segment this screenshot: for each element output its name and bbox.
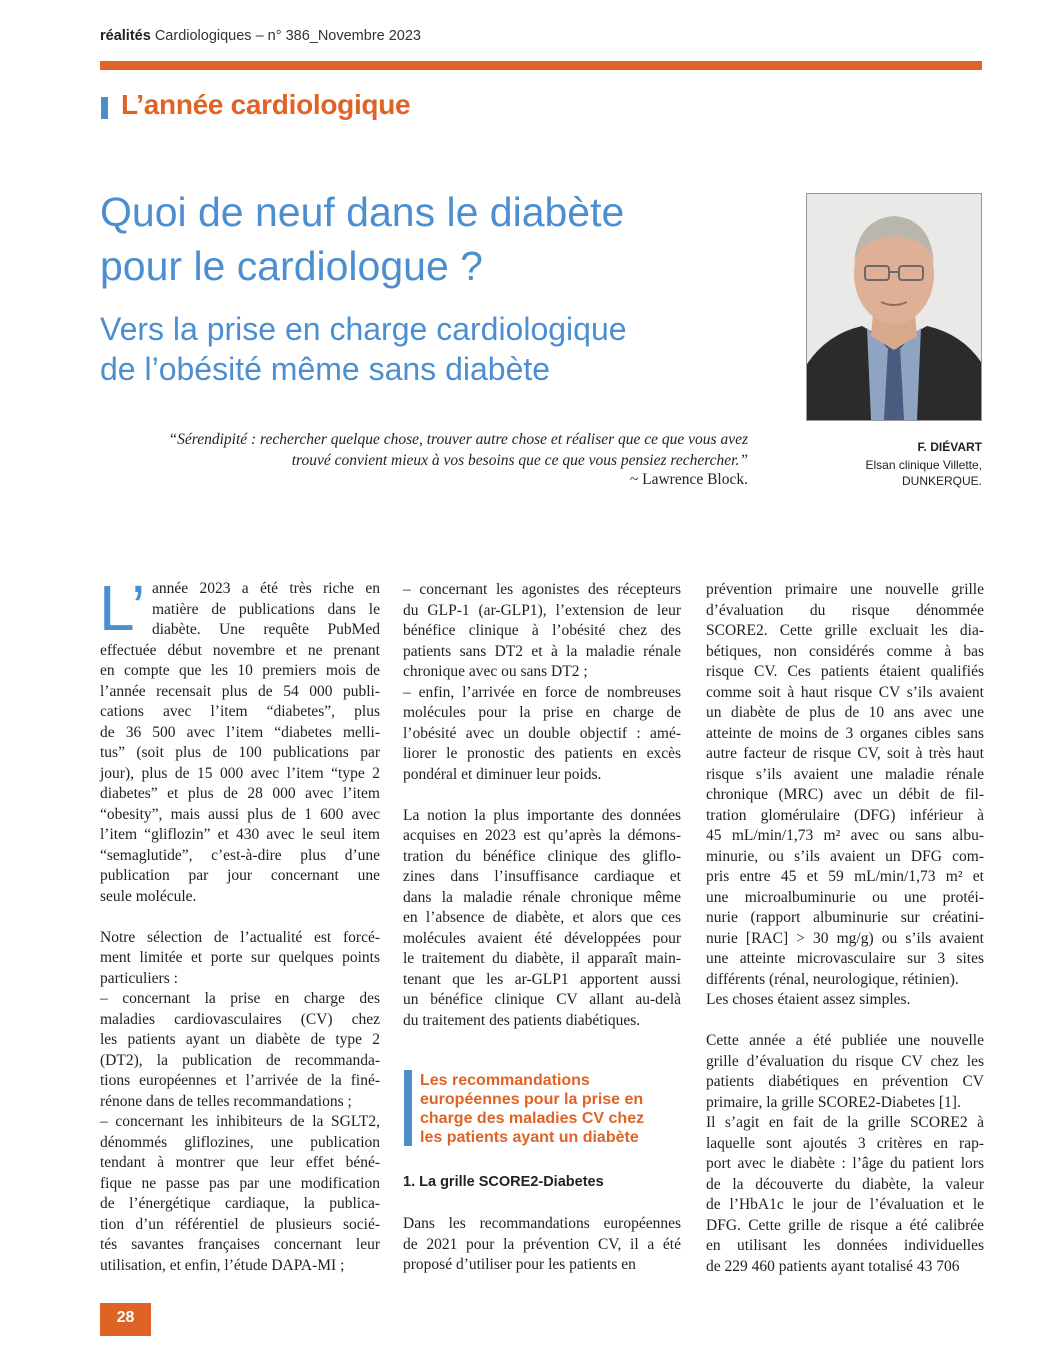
text-line: bénéfice clinique à l’obésité chez des — [403, 622, 681, 639]
text-line: dénommés gliflozines, une publication — [100, 1133, 380, 1151]
text-line: zines dans l’insuffisance cardiaque et — [403, 868, 681, 885]
paragraph-gap — [100, 907, 380, 928]
text-line: tés savantes françaises concernant leur — [100, 1236, 380, 1253]
text-line: tions européennes et l’arrivée de la finé- — [100, 1072, 380, 1089]
text-line: une atteinte microvasculaire sur 3 sites — [706, 950, 984, 967]
author-photo — [806, 193, 982, 421]
text-line: utilisation, et enfin, l’étude DAPA-MI ; — [100, 1256, 345, 1274]
text-line: différents (rénal, neurologique, rétinien). — [706, 970, 959, 988]
text-line: rénone dans de telles recommandations ; — [100, 1092, 352, 1110]
rubric-marker — [101, 97, 108, 119]
epigraph-line-1: “Sérendipité : rechercher quelque chose, trouver autre chose et réaliser que ce que vous avez — [168, 431, 748, 448]
text-line: pondéral et diminuer leur poids. — [403, 765, 602, 783]
box-title-line: européennes pour la prise en — [420, 1091, 644, 1108]
text-line: tration du bénéfice clinique des gliflo- — [403, 847, 681, 865]
text-line: un diabète de plus de 10 ans avec une — [706, 704, 984, 721]
text-line: une microalbuminurie ou une protéi- — [706, 888, 984, 906]
text-line: les patients ayant un diabète de type 2 — [100, 1031, 380, 1048]
author-portrait-image — [807, 194, 981, 420]
text-line: proposé d’utiliser pour les patients en — [403, 1256, 636, 1273]
page-number: 28 — [116, 1309, 135, 1326]
text-line: chronique avec ou sans DT2 ; — [403, 663, 588, 680]
text-line: du traitement des patients diabétiques. — [403, 1011, 641, 1029]
text-line: SCORE2. Cette grille excluait les dia- — [706, 622, 984, 639]
article-title — [100, 185, 780, 293]
text-line: Cette année a été publiée une nouvelle — [706, 1032, 984, 1049]
text-line: acquises en 2023 est qu’après la démons- — [403, 827, 681, 844]
text-line: molécules pour la prise en charge de — [403, 704, 681, 721]
text-line: de la découverte du diabète, la valeur — [706, 1175, 984, 1193]
box-title-line: les patients ayant un diabète — [420, 1129, 639, 1146]
text-line: du GLP-1 (ar-GLP1), l’extension de leur — [403, 601, 681, 619]
text-line: diabète. Une requête PubMed — [152, 621, 380, 638]
text-line: “obesity”, mais aussi plus de 1 600 avec — [100, 805, 380, 823]
text-line: l’obésité avec un double objectif : amé- — [403, 724, 681, 742]
text-line: patients sans DT2 et à la maladie rénale — [403, 642, 681, 660]
text-line: tration glomérulaire (DFG) inférieur à — [706, 806, 984, 824]
text-line: diabetes” et plus de 28 000 avec l’item — [100, 785, 380, 802]
text-line: risque CV. Ces patients étaient qualifiés — [706, 663, 984, 680]
text-line: bétiques, non considérés comme à bas — [706, 642, 984, 660]
text-line: – concernant la prise en charge des — [100, 990, 380, 1007]
text-line: autre facteur de risque CV, soit à très haut — [706, 745, 984, 762]
column-2-continued — [403, 1214, 681, 1276]
column-2 — [403, 580, 681, 1031]
text-line: Les choses étaient assez simples. — [706, 991, 911, 1008]
box-title-line: Les recommandations — [420, 1072, 590, 1089]
column-1 — [100, 579, 380, 1276]
box-title-line: charge des maladies CV chez — [420, 1110, 645, 1127]
text-line: effectuée début novembre et ne prenant — [100, 641, 380, 659]
text-line: primaire, la grille SCORE2-Diabetes [1]. — [706, 1093, 961, 1111]
text-line: un bénéfice clinique CV allant au-delà — [403, 991, 681, 1008]
text-line: – concernant les agonistes des récepteurs — [403, 581, 681, 598]
text-line: seule molécule. — [100, 887, 197, 905]
text-line: chronique (MRC) avec un débit de fil- — [706, 786, 984, 803]
text-line: Il s’agit en fait de la grille SCORE2 à — [706, 1114, 984, 1131]
text-line: (DT2), la publication de recommanda- — [100, 1051, 380, 1069]
text-line: l’année recensait plus de 54 000 publi- — [100, 682, 380, 700]
text-line: prévention primaire une nouvelle grille — [706, 581, 984, 598]
text-line: cations avec l’item “diabetes”, plus — [100, 703, 380, 720]
text-line: de 36 500 avec l’item “diabetes melli- — [100, 723, 380, 741]
text-line: – enfin, l’arrivée en force de nombreuses — [403, 683, 681, 701]
text-line: d’évaluation du risque dénommée — [706, 601, 984, 619]
text-line: grille d’évaluation du risque CV chez les — [706, 1052, 984, 1070]
text-line: dans la maladie rénale chronique même — [403, 888, 681, 906]
epigraph-line-2: trouvé convient mieux à vos besoins que ce que vous pensiez rechercher.” — [291, 451, 748, 469]
text-line: Notre sélection de l’actualité est forcé- — [100, 928, 380, 946]
text-line: en utilisant les données individuelles — [706, 1237, 984, 1254]
text-line: matière de publications dans le — [152, 600, 380, 618]
text-line: de l’HbA1c le jour de l’évaluation et le — [706, 1196, 984, 1213]
author-affiliation: Elsan clinique Villette, — [865, 458, 982, 472]
text-line: tion d’un référentiel de plusieurs socié- — [100, 1215, 380, 1233]
section-box-title — [420, 1071, 690, 1147]
text-line: de 2021 pour la prévention CV, il a été — [403, 1235, 681, 1253]
text-line: tendant à montrer que leur effet béné- — [100, 1154, 380, 1171]
text-line: en l’absence de diabète, et alors que ces — [403, 909, 681, 926]
running-header — [100, 28, 421, 44]
text-line: l’item “gliflozin” et 430 avec le seul item — [100, 826, 380, 843]
text-line: pris entre 45 et 59 mL/min/1,73 m² et — [706, 868, 984, 885]
text-line: minurie, ou s’ils avaient un DFG com- — [706, 847, 984, 865]
text-line: port avec le diabète : l’âge du patient lors — [706, 1155, 984, 1172]
article-subtitle — [100, 309, 780, 389]
text-line: – concernant les inhibiteurs de la SGLT2, — [100, 1113, 380, 1130]
header-rule — [100, 61, 982, 70]
text-line: fique ne passe pas par une modification — [100, 1174, 380, 1192]
text-line: patients diabétiques en prévention CV — [706, 1073, 984, 1090]
journal-name: réalités — [100, 28, 151, 44]
epigraph — [100, 430, 748, 471]
subtitle-line-2: de l’obésité même sans diabète — [100, 351, 551, 387]
text-line: en compte que les 10 premiers mois de — [100, 662, 380, 679]
text-line: 45 mL/min/1,73 m² avec ou sans albu- — [706, 827, 984, 844]
text-line: comme soit à haut risque CV s’ils avaient — [706, 683, 984, 701]
epigraph-author: ~ Lawrence Block. — [629, 471, 748, 488]
text-line: particuliers : — [100, 969, 178, 987]
text-line: année 2023 a été très riche en — [152, 580, 380, 597]
text-line: atteinte de moins de 3 organes cibles sans — [706, 724, 984, 742]
author-name: F. DIÉVART — [917, 440, 982, 454]
subtitle-line-1: Vers la prise en charge cardiologique — [100, 311, 627, 347]
text-line: liorer le pronostic des patients en excès — [403, 745, 681, 762]
author-city: DUNKERQUE. — [901, 474, 982, 488]
issue-info: Cardiologiques – n° 386_Novembre 2023 — [154, 28, 421, 44]
column-3 — [706, 580, 984, 1277]
text-line: publication par jour concernant une — [100, 867, 380, 884]
text-line: tenant que les ar-GLP1 apportent aussi — [403, 970, 681, 988]
text-line: jour), plus de 15 000 avec l’item “type 2 — [100, 764, 380, 782]
text-line: de 229 460 patients ayant totalisé 43 706 — [706, 1257, 960, 1275]
text-line: nurie (rapport albuminurie sur créatini- — [706, 909, 984, 926]
title-line-2: pour le cardiologue ? — [100, 243, 483, 289]
text-line: “semaglutide”, c’est-à-dire plus d’une — [100, 846, 380, 864]
text-line: DFG. Cette grille de risque a été calibrée — [706, 1216, 984, 1234]
box-marker — [404, 1070, 412, 1146]
text-line: de l’énergétique cardiaque, la publica- — [100, 1195, 380, 1212]
text-line: Dans les recommandations européennes — [403, 1215, 681, 1232]
text-line: risque s’ils avaient une maladie rénale — [706, 765, 984, 783]
text-line: maladies cardiovasculaires (CV) chez — [100, 1010, 380, 1028]
text-line: molécules avaient été développées pour — [403, 929, 681, 947]
section-heading: 1. La grille SCORE2-Diabetes — [403, 1174, 604, 1190]
paragraph-gap — [706, 1011, 984, 1032]
text-line: nurie [RAC] > 30 mg/g) ou s’ils avaient — [706, 929, 984, 947]
text-line: le traitement du diabète, il apparaît main- — [403, 950, 681, 967]
text-line: laquelle sont ajoutés 3 critères en rap- — [706, 1134, 984, 1152]
paragraph-gap — [403, 785, 681, 806]
drop-cap: L’ — [99, 572, 146, 644]
title-line-1: Quoi de neuf dans le diabète — [100, 189, 625, 235]
rubric-title: L’année cardiologique — [121, 89, 411, 120]
text-line: ment limitée et porte sur quelques points — [100, 949, 380, 966]
text-line: tus” (soit plus de 100 publications par — [100, 744, 380, 761]
text-line: La notion la plus importante des données — [403, 806, 681, 824]
